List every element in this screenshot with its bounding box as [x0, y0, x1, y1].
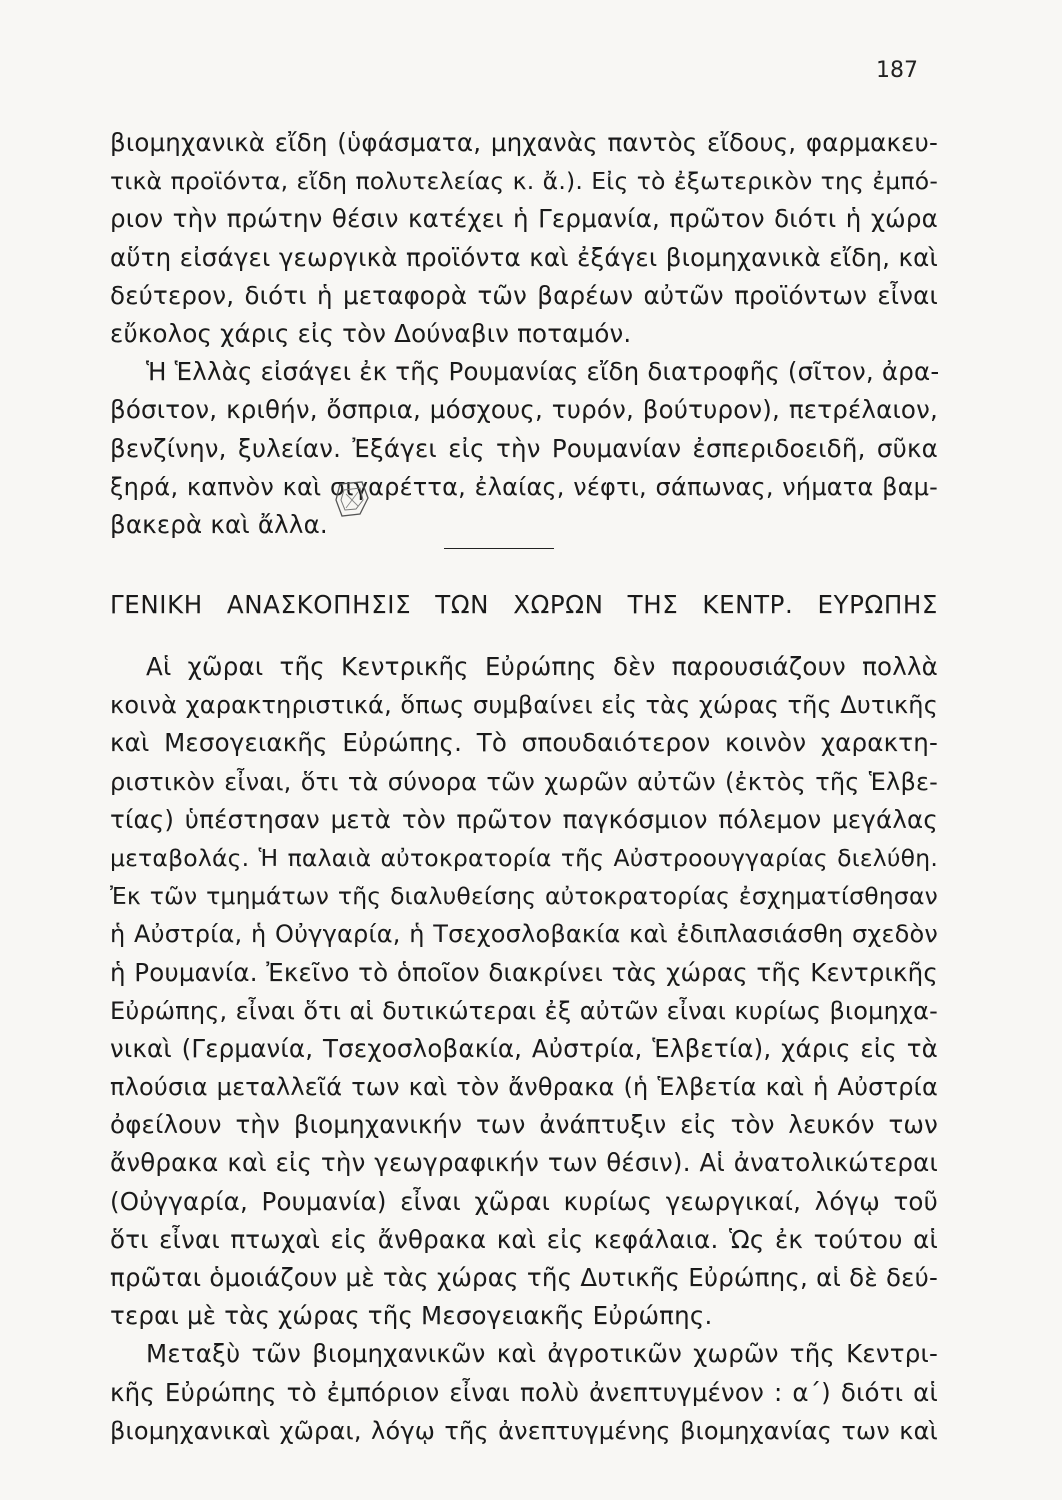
text-line: ἡ Αὐστρία, ἡ Οὐγγαρία, ἡ Τσεχοσλοβακία καὶ ἐδιπλασιάσθη σχεδὸν — [110, 920, 938, 949]
paragraph-4 — [110, 1335, 938, 1450]
text-line: ἄνθρακα καὶ εἰς τὴν γεωγραφικήν των θέσιν). Αἱ ἀνατολικώτεραι — [110, 1148, 938, 1178]
text-block-lower — [110, 648, 938, 1450]
text-line: βιομηχανικὰ εἴδη (ὑφάσματα, μηχανὰς παντὸς εἴδους, φαρμακευ- — [110, 128, 938, 157]
paragraph-2 — [110, 353, 938, 544]
page-number: 187 — [876, 58, 918, 83]
section-heading: ΓΕΝΙΚΗ ΑΝΑΣΚΟΠΗΣΙΣ ΤΩΝ ΧΩΡΩΝ ΤΗΣ ΚΕΝΤΡ. ΕΥΡΩΠΗΣ — [110, 590, 938, 619]
text-line: Ἐκ τῶν τμημάτων τῆς διαλυθείσης αὐτοκρατορίας ἐσχηματίσθησαν — [110, 882, 938, 911]
text-line: πλούσια μεταλλεῖά των καὶ τὸν ἄνθρακα (ἡ Ἑλβετία καὶ ἡ Αὐστρία — [110, 1073, 938, 1102]
text-line: τεραι μὲ τὰς χώρας τῆς Μεσογειακῆς Εὐρώπης. — [110, 1301, 713, 1331]
text-line: Ἡ Ἑλλὰς εἰσάγει ἐκ τῆς Ρουμανίας εἴδη διατροφῆς (σῖτον, ἀρα- — [146, 357, 940, 387]
text-line: αὕτη εἰσάγει γεωργικὰ προϊόντα καὶ ἐξάγει βιομηχανικὰ εἴδη, καὶ — [110, 242, 938, 272]
text-line: ριον τὴν πρώτην θέσιν κατέχει ἡ Γερμανία, πρῶτον διότι ἡ χώρα — [110, 204, 938, 234]
text-line: κοινὰ χαρακτηριστικά, ὅπως συμβαίνει εἰς τὰς χώρας τῆς Δυτικῆς — [110, 691, 938, 720]
text-line: ριστικὸν εἶναι, ὅτι τὰ σύνορα τῶν χωρῶν αὐτῶν (ἐκτὸς τῆς Ἑλβε- — [110, 767, 938, 796]
text-line: πρῶται ὁμοιάζουν μὲ τὰς χώρας τῆς Δυτικῆς Εὐρώπης, αἱ δὲ δεύ- — [110, 1263, 938, 1292]
section-divider — [444, 548, 554, 549]
text-line: (Οὐγγαρία, Ρουμανία) εἶναι χῶραι κυρίως γεωργικαί, λόγῳ τοῦ — [110, 1186, 938, 1216]
text-line: εὔκολος χάρις εἰς τὸν Δούναβιν ποταμόν. — [110, 318, 632, 348]
text-line: ξηρά, καπνὸν καὶ σιγαρέττα, ἐλαίας, νέφτι, σάπωνας, νήματα βαμ- — [110, 472, 938, 501]
text-line: μεταβολάς. Ἡ παλαιὰ αὐτοκρατορία τῆς Αὐστροουγγαρίας διελύθη. — [110, 843, 938, 872]
text-line: κῆς Εὐρώπης τὸ ἐμπόριον εἶναι πολὺ ἀνεπτυγμένον : α΄) διότι αἱ — [110, 1377, 938, 1407]
text-line: ἡ Ρουμανία. Ἐκεῖνο τὸ ὁποῖον διακρίνει τὰς χώρας τῆς Κεντρικῆς — [110, 957, 938, 987]
text-line: Αἱ χῶραι τῆς Κεντρικῆς Εὐρώπης δὲν παρουσιάζουν πολλὰ — [146, 652, 938, 681]
text-block-upper — [110, 124, 938, 544]
text-line: ὀφείλουν τὴν βιομηχανικήν των ἀνάπτυξιν εἰς τὸν λευκόν των — [110, 1110, 938, 1140]
text-line: Εὐρώπης, εἶναι ὅτι αἱ δυτικώτεραι ἐξ αὐτῶν εἶναι κυρίως βιομηχα- — [110, 996, 938, 1025]
text-line: νικαὶ (Γερμανία, Τσεχοσλοβακία, Αὐστρία, Ἑλβετία), χάρις εἰς τὰ — [110, 1033, 938, 1063]
text-line: τικὰ προϊόντα, εἴδη πολυτελείας κ. ἄ.). Εἰς τὸ ἐξωτερικὸν της ἐμπό- — [110, 167, 938, 196]
text-line: βιομηχανικαὶ χῶραι, λόγῳ τῆς ἀνεπτυγμένης βιομηχανίας των καὶ — [110, 1416, 938, 1445]
text-line: βενζίνην, ξυλείαν. Ἐξάγει εἰς τὴν Ρουμανίαν ἐσπεριδοειδῆ, σῦκα — [110, 433, 938, 463]
text-line: βακερὰ καὶ ἄλλα. — [110, 509, 328, 539]
text-line: τίας) ὑπέστησαν μετὰ τὸν πρῶτον παγκόσμιον πόλεμον μεγάλας — [110, 804, 938, 834]
text-line: καὶ Μεσογειακῆς Εὐρώπης. Τὸ σπουδαιότερον κοινὸν χαρακτη- — [110, 728, 938, 758]
text-line: ὅτι εἶναι πτωχαὶ εἰς ἄνθρακα καὶ εἰς κεφάλαια. Ὡς ἐκ τούτου αἱ — [110, 1224, 938, 1254]
text-line: δεύτερον, διότι ἡ μεταφορὰ τῶν βαρέων αὐτῶν προϊόντων εἶναι — [110, 280, 938, 310]
paragraph-1 — [110, 124, 938, 353]
library-stamp-icon — [332, 478, 372, 520]
text-line: βόσιτον, κριθήν, ὄσπρια, μόσχους, τυρόν, βούτυρον), πετρέλαιον, — [110, 395, 938, 425]
paragraph-3 — [110, 648, 938, 1335]
text-line: Μεταξὺ τῶν βιομηχανικῶν καὶ ἀγροτικῶν χωρῶν τῆς Κεντρι- — [146, 1339, 938, 1369]
